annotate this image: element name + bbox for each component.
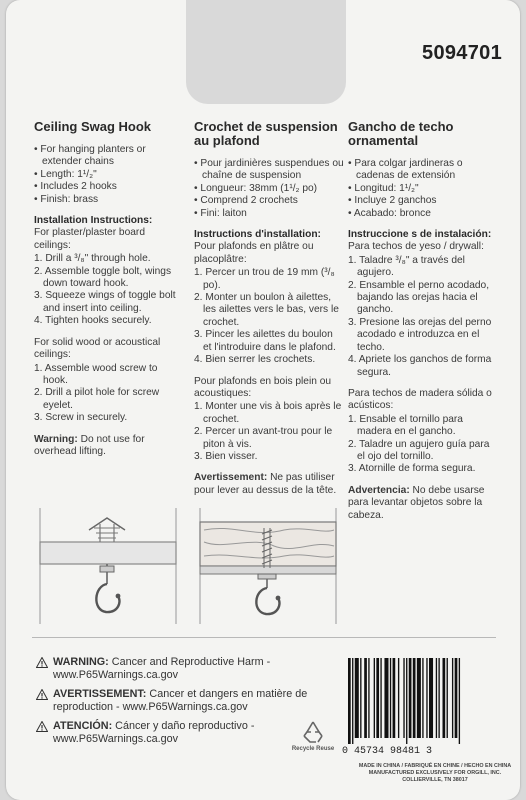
english-plaster-steps: 1. Drill a ³/₈" through hole. 2. Assemble toggle bolt, wings down toward hook. 3. Squeeze wings of toggle bolt and insert into ceiling. 4. Tighten hooks securely.: [34, 253, 176, 327]
prop65-french: AVERTISSEMENT: Cancer et dangers en matière de reproduction - www.P65Warnings.ca.gov: [36, 688, 326, 714]
spanish-warning: Advertencia: No debe usarse para levantar objetos sobre la cabeza.: [348, 484, 485, 521]
english-wood-steps: 1. Assemble wood screw to hook. 2. Drill a pilot hole for screw eyelet. 3. Screw in securely.: [34, 362, 160, 424]
wood-screw-illustration: [194, 506, 342, 626]
french-wood-steps: 1. Monter une vis à bois après le crochet. 2. Percer un avant-trou pour le piton à vis. 3. Bien visser.: [194, 401, 342, 462]
section-divider: [32, 637, 496, 638]
french-warning: Avertissement: Ne pas utiliser pour lever au dessus de la tête.: [194, 472, 337, 496]
english-wood-intro: For solid wood or acoustical ceilings:: [34, 336, 161, 361]
english-plaster-intro: For plaster/plaster board ceilings:: [34, 227, 145, 251]
warning-triangle-icon: [36, 689, 48, 700]
english-title: Ceiling Swag Hook: [34, 119, 152, 134]
prop65-english: WARNING: Cancer and Reproductive Harm - www.P65Warnings.ca.gov: [36, 656, 326, 682]
english-warning: Warning: Do not use for overhead lifting.: [34, 433, 145, 457]
french-plaster-intro: Pour plafonds en plâtre ou placoplâtre:: [194, 241, 314, 265]
sku-number: 5094701: [422, 42, 502, 64]
toggle-bolt-illustration: [34, 506, 182, 626]
package-card: [6, 0, 520, 800]
english-install-heading: Installation Instructions:: [34, 215, 153, 227]
french-features: • Pour jardinières suspendues ou chaîne de suspension • Longueur: 38mm (1¹/₂ po) • Comprend 2 crochets • Fini: laiton: [194, 158, 344, 220]
french-title: Crochet de suspension au plafond: [194, 119, 338, 148]
barcode-digits: 0 45734 98481 3: [342, 746, 433, 757]
french-column: [194, 120, 344, 498]
spanish-title: Gancho de techo ornamental: [348, 119, 454, 148]
english-features: • For hanging planters or extender chains • Length: 1¹/₂" • Includes 2 hooks • Finish: brass: [34, 144, 184, 206]
spanish-wood-intro: Para techos de madera sólida o acústicos:: [348, 387, 492, 412]
french-wood-intro: Pour plafonds en bois plein ou acoustiques:: [194, 375, 332, 399]
upc-barcode: [344, 658, 514, 744]
warning-triangle-icon: [36, 721, 48, 732]
spanish-plaster-intro: Para techos de yeso / drywall:: [348, 241, 484, 253]
spanish-features: • Para colgar jardineras o cadenas de extensión • Longitud: 1¹/₂" • Incluye 2 ganchos • Acabado: bronce: [348, 158, 498, 220]
prop65-spanish: ATENCIÓN: Cáncer y daño reproductivo - www.P65Warnings.ca.gov: [36, 720, 326, 746]
recycle-icon: [300, 720, 326, 744]
prop65-warning-block: [36, 656, 326, 752]
french-plaster-steps: 1. Percer un trou de 19 mm (³/₈ po). 2. Monter un boulon à ailettes, les ailettes vers le bas, vers le crochet. 3. Pincer les ailettes du boulon et l'introduire dans le plafond. 4. Bien serrer les crochets.: [194, 267, 339, 366]
manufacturer-info: MADE IN CHINA / FABRIQUÉ EN CHINE / HECHO EN CHINA MANUFACTURED EXCLUSIVELY FOR ORGILL, INC. COLLIERVILLE, TN 38017: [358, 763, 512, 783]
french-install-heading: Instructions d'installation:: [194, 229, 321, 241]
recycle-mark: Recycle Reuse: [288, 720, 338, 752]
english-column: [34, 120, 184, 459]
spanish-column: [348, 120, 498, 523]
spanish-plaster-steps: 1. Taladre ³/₈" a través del agujero. 2. Ensamble el perno acodado, bajando las orejas hacia el gancho. 3. Presione las orejas del perno acodado e introduzca en el techo. 4. Apriete los ganchos de forma segura.: [348, 254, 492, 378]
hang-tab-cutout: [186, 0, 346, 104]
warning-triangle-icon: [36, 657, 48, 668]
spanish-wood-steps: 1. Ensable el tornillo para madera en el gancho. 2. Taladre un agujero guía para el ojo del tornillo. 3. Atornille de forma segura.: [348, 413, 490, 475]
spanish-install-heading: Instruccione s de instalación:: [348, 229, 492, 241]
